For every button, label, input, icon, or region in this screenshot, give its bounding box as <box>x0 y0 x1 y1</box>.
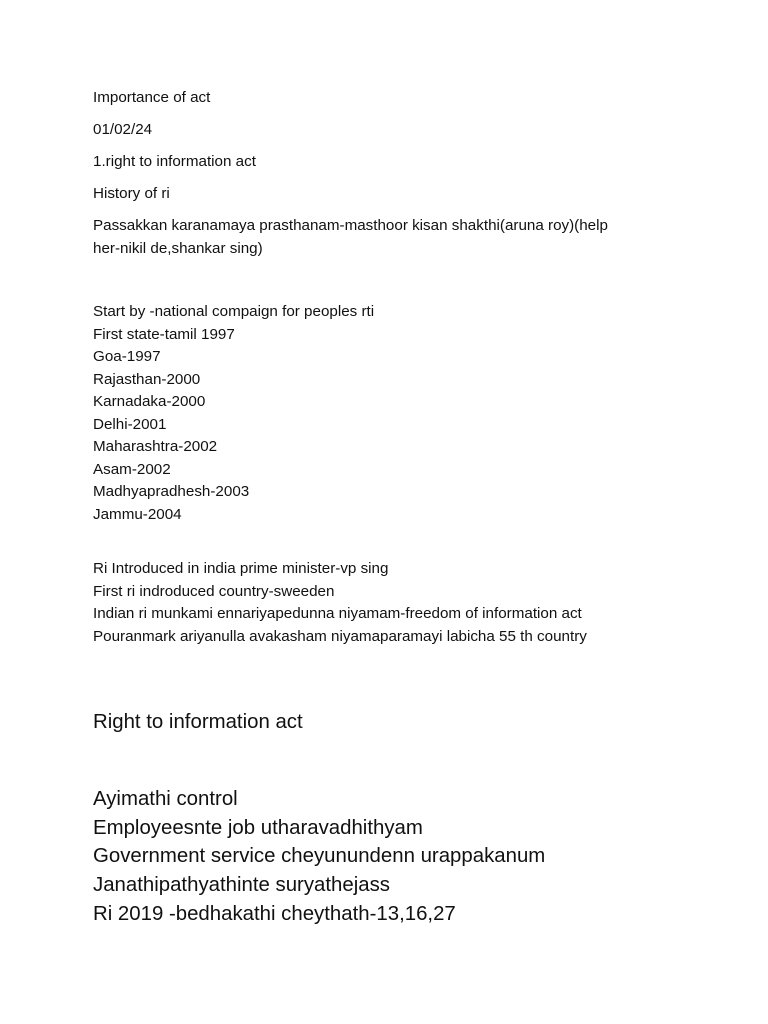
list-item: Employeesnte job utharavadhithyam <box>93 816 423 839</box>
states-list <box>93 301 374 526</box>
list-item: Asam-2002 <box>93 460 171 478</box>
list-item: Delhi-2001 <box>93 415 167 433</box>
document-heading: Importance of act <box>93 89 211 106</box>
list-item: Janathipathyathinte suryathejass <box>93 874 390 897</box>
item-right-to-information: 1.right to information act <box>93 153 256 170</box>
history-label: History of ri <box>93 185 170 202</box>
points-list <box>93 785 545 929</box>
introduction-list <box>93 558 587 648</box>
section-title: Right to information act <box>93 711 303 733</box>
list-item: First state-tamil 1997 <box>93 325 235 343</box>
list-item: Government service cheyunundenn urappakanum <box>93 845 546 868</box>
list-item: Pouranmark ariyanulla avakasham niyamaparamayi labicha 55 th country <box>93 627 587 645</box>
list-item: Indian ri munkami ennariyapedunna niyamam-freedom of information act <box>93 605 582 622</box>
list-item: Start by -national compaign for peoples rti <box>93 303 375 320</box>
passage-line: her-nikil de,shankar sing) <box>93 239 263 257</box>
list-item: Ri Introduced in india prime minister-vp sing <box>93 560 389 577</box>
passage-line: Passakkan karanamaya prasthanam-masthoor kisan shakthi(aruna roy)(help <box>93 217 608 234</box>
document-date: 01/02/24 <box>93 121 153 138</box>
list-item: Jammu-2004 <box>93 505 182 523</box>
list-item: First ri indroduced country-sweeden <box>93 582 335 600</box>
list-item: Ri 2019 -bedhakathi cheythath-13,16,27 <box>93 902 456 925</box>
list-item: Rajasthan-2000 <box>93 370 201 388</box>
list-item: Goa-1997 <box>93 348 161 365</box>
history-passage <box>93 215 608 260</box>
list-item: Ayimathi control <box>93 788 238 810</box>
list-item: Karnadaka-2000 <box>93 393 206 410</box>
list-item: Maharashtra-2002 <box>93 438 218 455</box>
list-item: Madhyapradhesh-2003 <box>93 483 250 500</box>
